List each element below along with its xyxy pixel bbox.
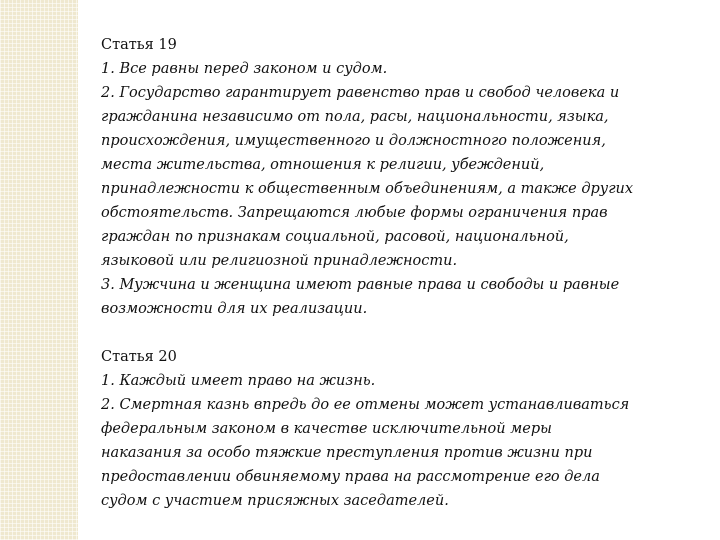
article-text-line: 3. Мужчина и женщина имеют равные права и свободы и равные: [101, 277, 620, 293]
article-text-line: принадлежности к общественным объединениям, а также других: [101, 181, 634, 197]
article-text-line: возможности для их реализации.: [101, 301, 368, 317]
slide-content: [101, 33, 711, 513]
article-text-line: 1. Каждый имеет право на жизнь.: [101, 373, 376, 389]
article-text-line: наказания за особо тяжкие преступления против жизни при: [101, 445, 593, 461]
article-text-line: граждан по признакам социальной, расовой, национальной,: [101, 229, 569, 245]
article-text-line: гражданина независимо от пола, расы, национальности, языка,: [101, 109, 609, 125]
article-text-line: судом с участием присяжных заседателей.: [101, 493, 449, 509]
article-text-line: языковой или религиозной принадлежности.: [101, 253, 458, 269]
article-title: Статья 19: [101, 37, 177, 53]
article-title: Статья 20: [101, 349, 177, 365]
decorative-left-stripe: [0, 0, 78, 540]
article-20: [101, 345, 711, 513]
article-text-line: предоставлении обвиняемому права на рассмотрение его дела: [101, 469, 600, 485]
article-text-line: 2. Государство гарантирует равенство прав и свобод человека и: [101, 85, 620, 101]
article-text-line: 2. Смертная казнь впредь до ее отмены может устанавливаться: [101, 397, 630, 413]
article-text-line: места жительства, отношения к религии, убеждений,: [101, 157, 545, 173]
article-text-line: федеральным законом в качестве исключительной меры: [101, 421, 552, 437]
article-text-line: обстоятельств. Запрещаются любые формы ограничения прав: [101, 205, 608, 221]
article-19: [101, 33, 711, 321]
article-text-line: происхождения, имущественного и должностного положения,: [101, 133, 606, 149]
article-text-line: 1. Все равны перед законом и судом.: [101, 61, 388, 77]
